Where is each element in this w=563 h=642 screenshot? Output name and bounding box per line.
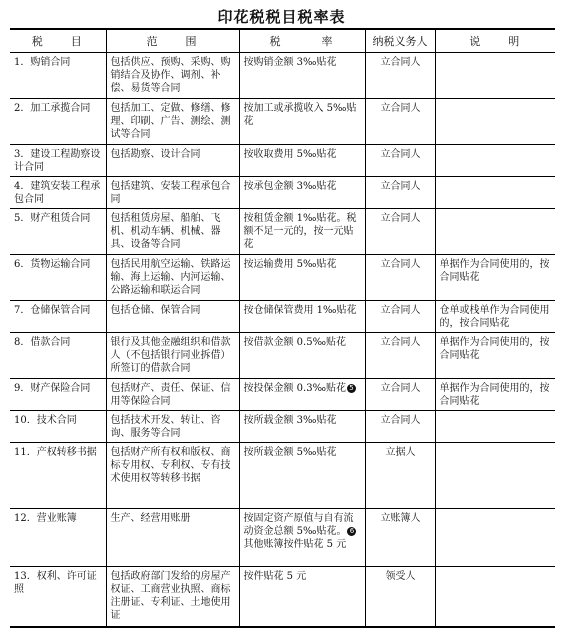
row-rate: 按加工或承揽收入 5‰贴花 [239, 99, 365, 145]
row-rate: 按所载金额 3‰贴花 [239, 411, 365, 443]
row-taxpayer: 立合同人 [365, 177, 435, 209]
row-taxpayer: 立据人 [365, 443, 435, 509]
row-note [435, 567, 555, 627]
table-row [10, 255, 555, 301]
row-name: 3．建设工程勘察设计合同 [10, 145, 106, 177]
row-rate: 按运输费用 5‰贴花 [239, 255, 365, 301]
tax-rate-table [10, 28, 555, 628]
row-rate: 按固定资产原值与自有流动资金总额 5‰贴花。 [243, 513, 354, 537]
row-scope: 包括建筑、安装工程承包合同 [106, 177, 239, 209]
table-row [10, 443, 555, 509]
row-note [435, 99, 555, 145]
row-note [435, 177, 555, 209]
table-row [10, 333, 555, 379]
row-rate: 按收取费用 5‰贴花 [239, 145, 365, 177]
row-name: 10．技术合同 [10, 411, 106, 443]
row-scope: 包括政府部门发给的房屋产权证、工商营业执照、商标注册证、专利证、土地使用证 [106, 567, 239, 627]
row-scope: 包括技术开发、转让、咨询、服务等合同 [106, 411, 239, 443]
row-rate: 按承包金额 3‰贴花 [239, 177, 365, 209]
row-taxpayer: 立合同人 [365, 379, 435, 411]
header-note: 说 明 [435, 29, 555, 53]
row-name: 5．财产租赁合同 [10, 209, 106, 255]
row-rate-extra: 其他账簿按件贴花 5 元 [243, 539, 347, 550]
row-taxpayer: 立合同人 [365, 333, 435, 379]
table-row [10, 509, 555, 567]
row-note [435, 411, 555, 443]
row-name: 6．货物运输合同 [10, 255, 106, 301]
row-note: 仓单或栈单作为合同使用的，按合同贴花 [435, 301, 555, 333]
row-rate: 按件贴花 5 元 [239, 567, 365, 627]
row-taxpayer: 立合同人 [365, 99, 435, 145]
table-row [10, 209, 555, 255]
row-rate: 按所载金额 5‰贴花 [239, 443, 365, 509]
row-rate-cell [239, 379, 365, 411]
header-name: 税 目 [10, 29, 106, 53]
row-rate: 按租赁金额 1‰贴花。税额不足一元的，按一元贴花 [239, 209, 365, 255]
row-note [435, 443, 555, 509]
row-name: 13．权利、许可证照 [10, 567, 106, 627]
row-name: 12．营业账簿 [10, 509, 106, 567]
row-scope: 包括民用航空运输、铁路运输、海上运输、内河运输、公路运输和联运合同 [106, 255, 239, 301]
row-taxpayer: 立合同人 [365, 411, 435, 443]
header-rate: 税 率 [239, 29, 365, 53]
row-rate-cell [239, 509, 365, 567]
row-rate: 按借款金额 0.5‰贴花 [239, 333, 365, 379]
table-row [10, 301, 555, 333]
header-scope: 范 围 [106, 29, 239, 53]
row-note [435, 53, 555, 99]
row-taxpayer: 立合同人 [365, 255, 435, 301]
table-header-row [10, 29, 555, 53]
row-name: 11．产权转移书据 [10, 443, 106, 509]
row-rate: 按仓储保管费用 1‰贴花 [239, 301, 365, 333]
footnote-marker: 6 [347, 527, 356, 536]
row-rate: 按投保金额 0.3‰贴花 [243, 383, 346, 394]
row-scope: 生产、经营用账册 [106, 509, 239, 567]
table-row [10, 379, 555, 411]
row-note: 单据作为合同使用的，按合同贴花 [435, 379, 555, 411]
row-scope: 包括勘察、设计合同 [106, 145, 239, 177]
row-name: 1．购销合同 [10, 53, 106, 99]
row-name: 9．财产保险合同 [10, 379, 106, 411]
row-note: 单据作为合同使用的，按合同贴花 [435, 255, 555, 301]
row-note [435, 145, 555, 177]
row-scope: 包括供应、预购、采购、购销结合及协作、调剂、补偿、易货等合同 [106, 53, 239, 99]
row-note [435, 209, 555, 255]
row-scope: 包括财产、责任、保证、信用等保险合同 [106, 379, 239, 411]
table-row [10, 99, 555, 145]
row-taxpayer: 立合同人 [365, 209, 435, 255]
table-row [10, 53, 555, 99]
row-scope: 银行及其他金融组织和借款人（不包括银行同业拆借）所签订的借款合同 [106, 333, 239, 379]
row-taxpayer: 立合同人 [365, 53, 435, 99]
row-taxpayer: 立合同人 [365, 301, 435, 333]
table-row [10, 177, 555, 209]
row-rate: 按购销金额 3‰贴花 [239, 53, 365, 99]
table-row [10, 567, 555, 627]
row-taxpayer: 领受人 [365, 567, 435, 627]
row-scope: 包括财产所有权和版权、商标专用权、专利权、专有技术使用权等转移书据 [106, 443, 239, 509]
row-name: 7．仓储保管合同 [10, 301, 106, 333]
row-note [435, 509, 555, 567]
row-name: 8．借款合同 [10, 333, 106, 379]
row-scope: 包括仓储、保管合同 [106, 301, 239, 333]
row-scope: 包括加工、定做、修缮、修理、印刷、广告、测绘、测试等合同 [106, 99, 239, 145]
page-title: 印花税税目税率表 [217, 8, 346, 26]
row-name: 4．建筑安装工程承包合同 [10, 177, 106, 209]
row-taxpayer: 立合同人 [365, 145, 435, 177]
header-taxpayer: 纳税义务人 [365, 29, 435, 53]
row-scope: 包括租赁房屋、船舶、飞机、机动车辆、机械、器具、设备等合同 [106, 209, 239, 255]
table-row [10, 145, 555, 177]
row-taxpayer: 立账簿人 [365, 509, 435, 567]
row-note: 单据作为合同使用的，按合同贴花 [435, 333, 555, 379]
table-row [10, 411, 555, 443]
row-name: 2．加工承揽合同 [10, 99, 106, 145]
footnote-marker: 5 [347, 384, 356, 393]
